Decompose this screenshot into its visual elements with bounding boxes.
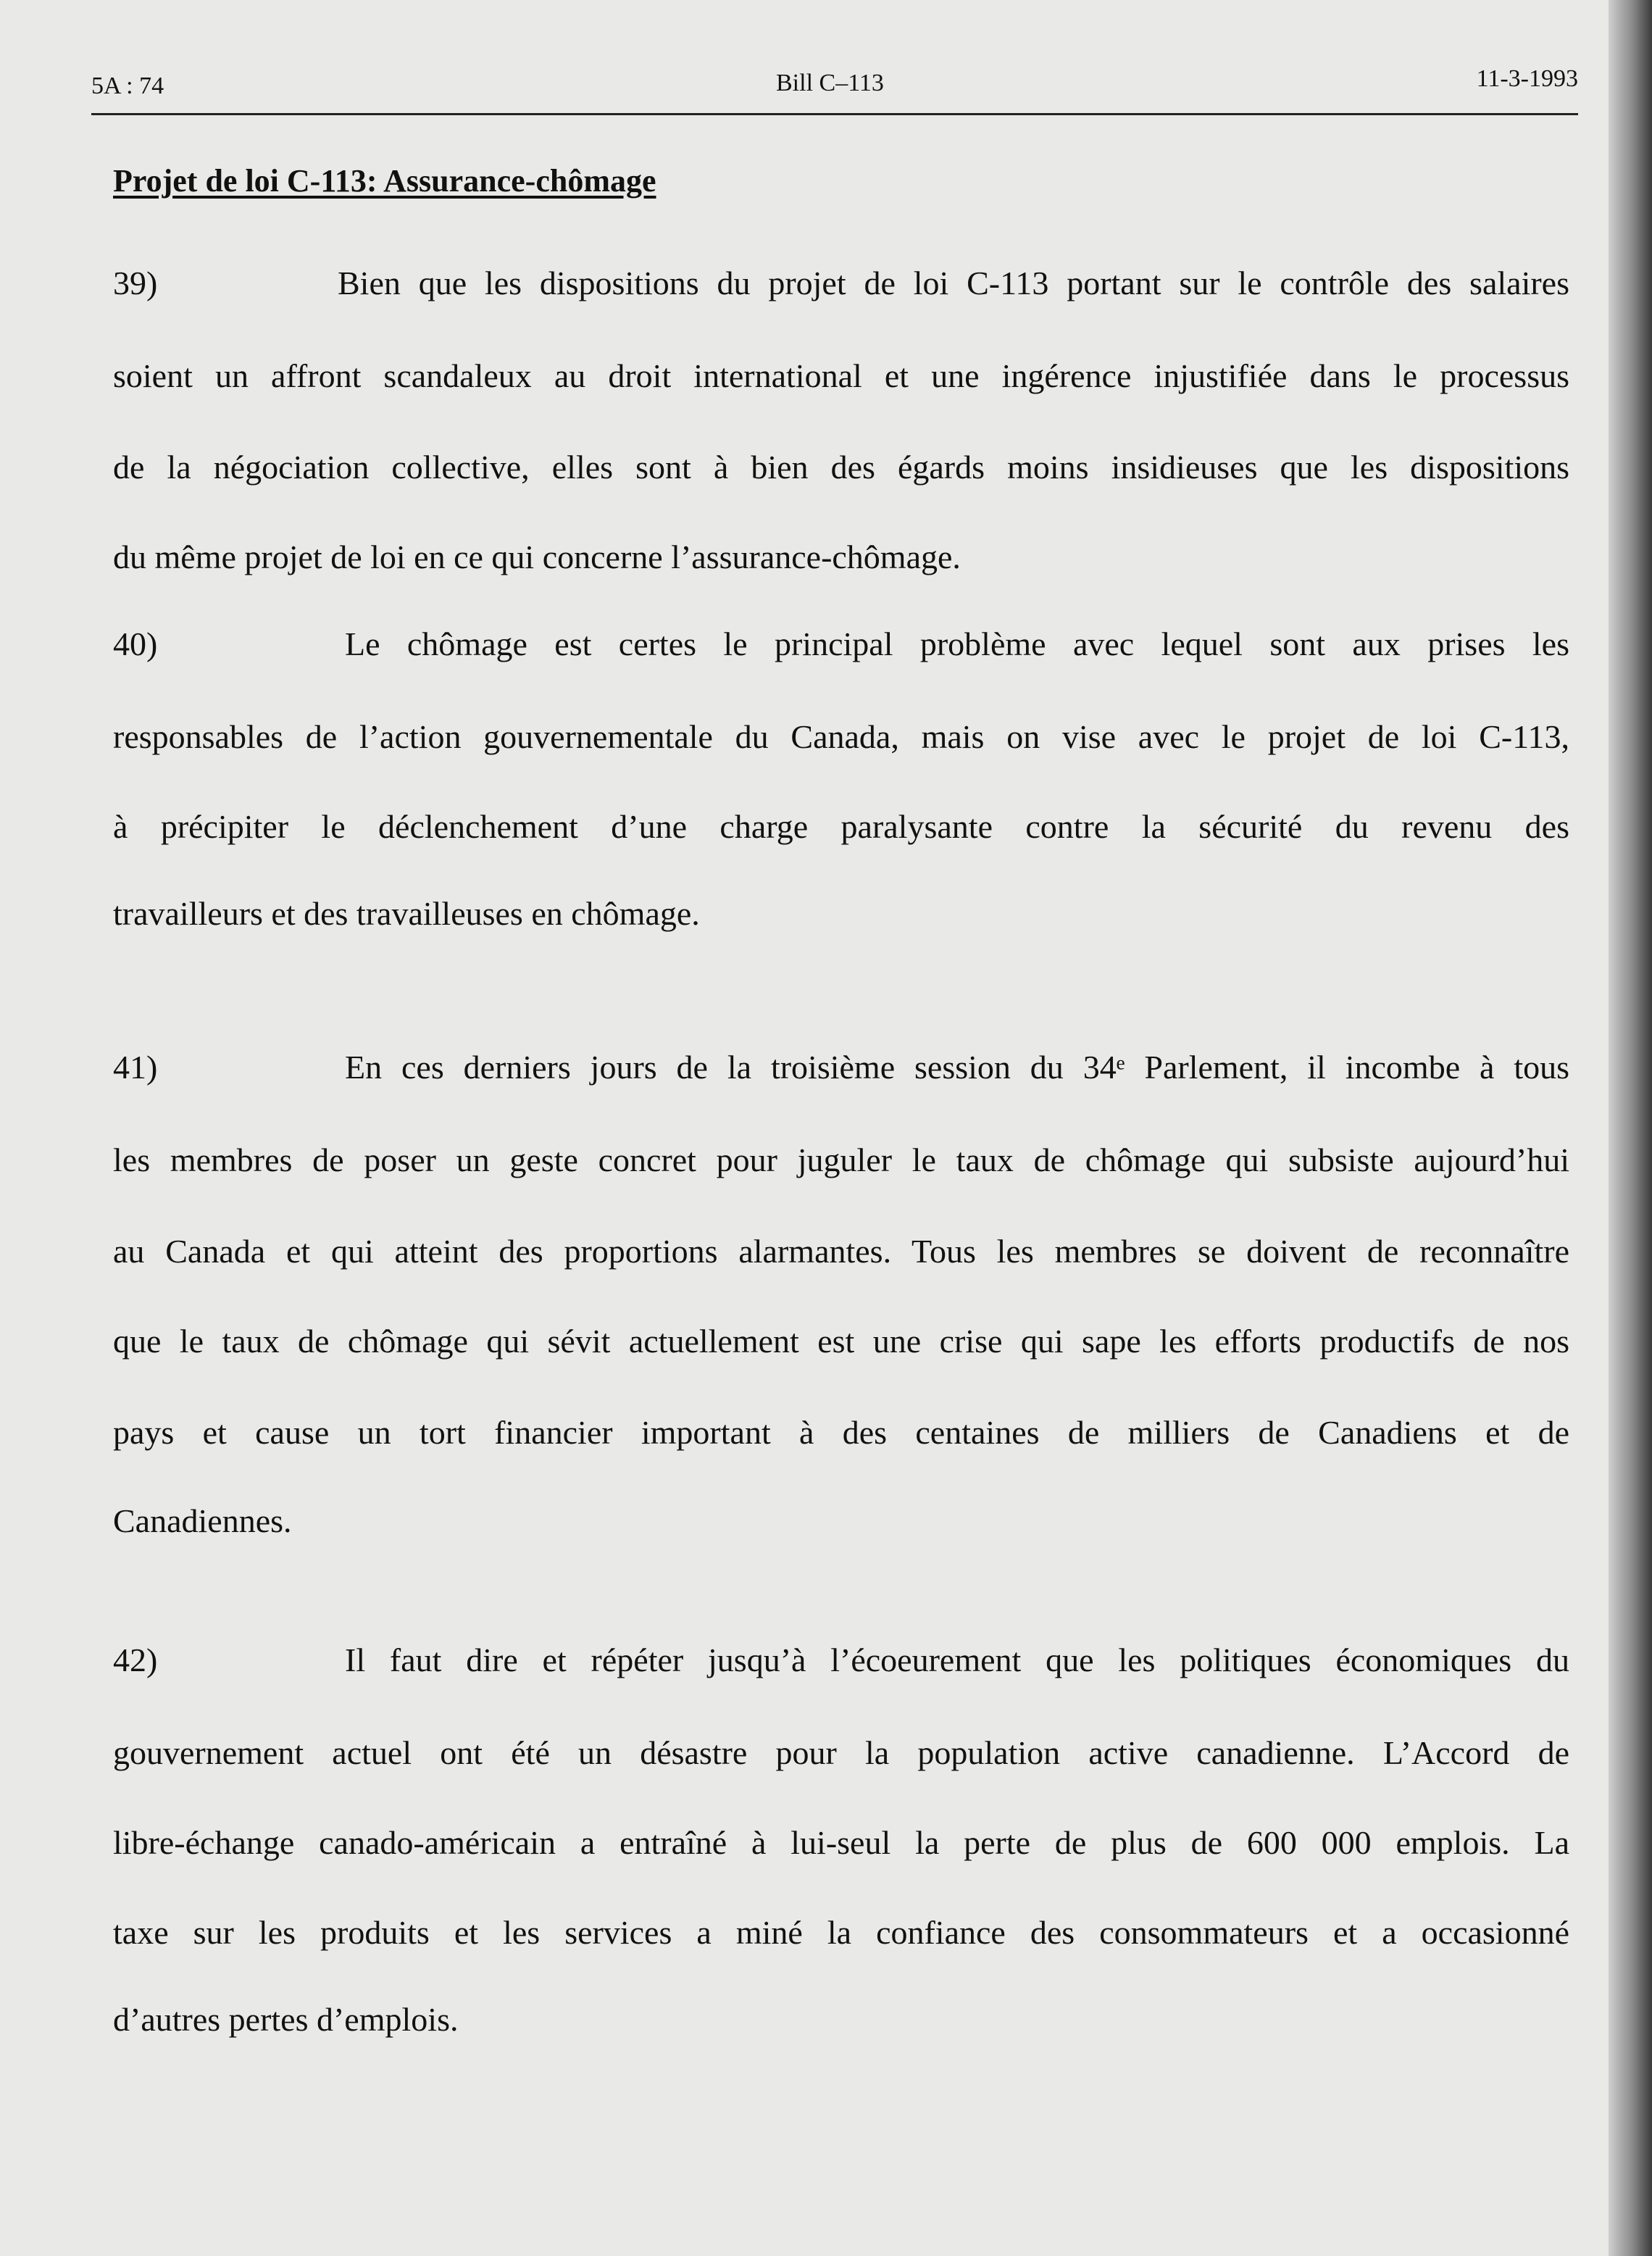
paragraph-42-line-1 <box>113 1641 1569 1678</box>
paragraph-42-line-4: taxe sur les produits et les services a miné la confiance des consommateurs et a occasionné <box>113 1914 1569 1951</box>
paragraph-41-line-4: que le taux de chômage qui sévit actuellement est une crise qui sape les efforts productifs de nos <box>113 1323 1569 1360</box>
paragraph-41-line-5: pays et cause un tort financier important à des centaines de milliers de Canadiens et de <box>113 1414 1569 1451</box>
paragraph-40-line-4: travailleurs et des travailleuses en chômage. <box>113 895 700 932</box>
paragraph-41-line-2: les membres de poser un geste concret pour juguler le taux de chômage qui subsiste aujourd’hui <box>113 1141 1569 1178</box>
paragraph-41-line-3: au Canada et qui atteint des proportions alarmantes. Tous les membres se doivent de reconnaître <box>113 1233 1569 1270</box>
section-title: Projet de loi C-113: Assurance-chômage <box>113 163 656 199</box>
paragraph-39-line-4: du même projet de loi en ce qui concerne l’assurance-chômage. <box>113 538 961 575</box>
paragraph-40-line-1 <box>113 625 1569 662</box>
paragraph-41-line-1 <box>113 1051 1569 1084</box>
paragraph-39-line-1 <box>113 267 1569 300</box>
paragraph-number: 39) <box>113 265 158 301</box>
paragraph-39-line-2: soient un affront scandaleux au droit international et une ingérence injustifiée dans le processus <box>113 357 1569 394</box>
paragraph-42-line-2: gouvernement actuel ont été un désastre pour la population active canadienne. L’Accord de <box>113 1734 1569 1771</box>
page-edge-shadow <box>1609 0 1652 2256</box>
paragraph-40-line-3: à précipiter le déclenchement d’une charge paralysante contre la sécurité du revenu des <box>113 808 1569 845</box>
paragraph-number: 42) <box>113 1641 158 1678</box>
header-page-number: 5A : 74 <box>91 72 164 99</box>
paragraph-text: Bien que les dispositions du projet de loi C-113 portant sur le contrôle des salaires <box>338 265 1569 301</box>
paragraph-42-line-5: d’autres pertes d’emplois. <box>113 2001 459 2038</box>
paragraph-42-line-3: libre-échange canado-américain a entraîné à lui-seul la perte de plus de 600 000 emplois. La <box>113 1824 1569 1861</box>
paragraph-text: Il faut dire et répéter jusqu’à l’écoeurement que les politiques économiques du <box>345 1641 1569 1678</box>
page-header <box>91 65 1578 115</box>
paragraph-number: 40) <box>113 625 158 662</box>
paragraph-39-line-3: de la négociation collective, elles sont à bien des égards moins insidieuses que les dispositions <box>113 449 1569 486</box>
paragraph-number: 41) <box>113 1049 158 1086</box>
header-date: 11-3-1993 <box>1476 65 1578 92</box>
header-bill-title: Bill C–113 <box>776 70 884 96</box>
paragraph-40-line-2: responsables de l’action gouvernementale du Canada, mais on vise avec le projet de loi C-113, <box>113 718 1569 755</box>
paragraph-41-line-6: Canadiennes. <box>113 1502 292 1539</box>
paragraph-text: Le chômage est certes le principal problème avec lequel sont aux prises les <box>345 625 1569 662</box>
paragraph-text: En ces derniers jours de la troisième session du 34ᵉ Parlement, il incombe à tous <box>345 1049 1569 1086</box>
